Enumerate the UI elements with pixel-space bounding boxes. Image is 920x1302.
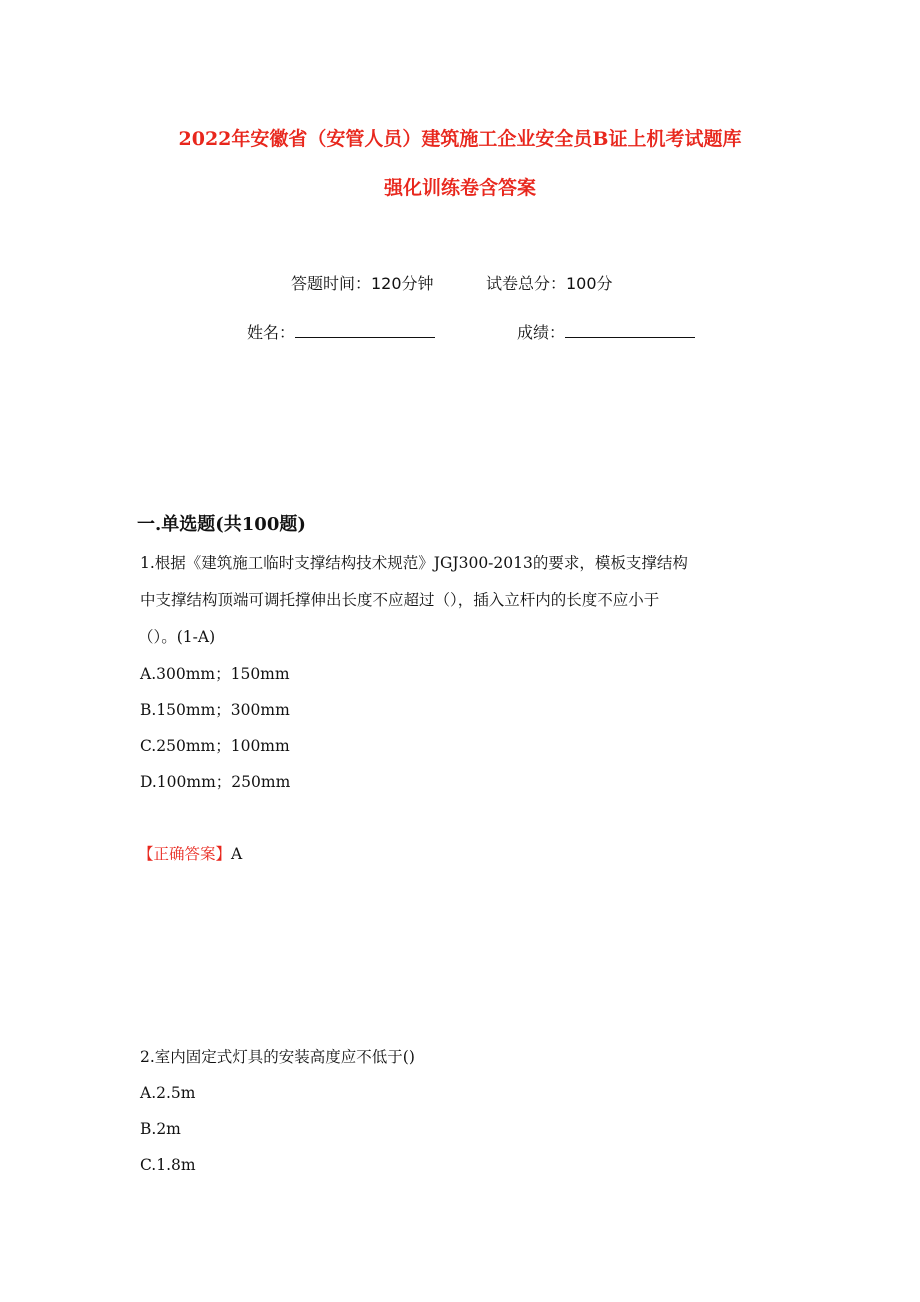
- question-1-line-3: （）。(1-A): [138, 628, 216, 646]
- answer-value: A: [231, 845, 243, 863]
- question-1-line-1: 1.根据《建筑施工临时支撑结构技术规范》JGJ300-2013的要求，模板支撑结构: [140, 554, 688, 572]
- question-1-answer: [138, 842, 242, 864]
- question-1-option-a: A.300mm；150mm: [140, 665, 290, 683]
- question-2-option-b: B.2m: [140, 1120, 181, 1138]
- question-2-option-c: C.1.8m: [140, 1156, 196, 1174]
- name-field: [247, 320, 435, 343]
- score-field: [517, 320, 695, 343]
- question-1-line-2: 中支撑结构顶端可调托撑伸出长度不应超过（），插入立杆内的长度不应小于: [140, 591, 660, 609]
- question-1-option-d: D.100mm；250mm: [140, 773, 291, 791]
- section-heading: 一.单选题(共100题): [137, 514, 306, 535]
- name-blank: [295, 321, 435, 338]
- name-label: 姓名：: [247, 323, 296, 342]
- exam-total-score: 试卷总分：100分: [486, 274, 613, 293]
- score-blank: [565, 321, 695, 338]
- exam-title-line-2: 强化训练卷含答案: [383, 177, 536, 199]
- question-2-option-a: A.2.5m: [140, 1084, 196, 1102]
- question-1-option-b: B.150mm；300mm: [140, 701, 290, 719]
- exam-time: 答题时间：120分钟: [291, 274, 434, 293]
- question-1-option-c: C.250mm；100mm: [140, 737, 290, 755]
- question-2-line-1: 2.室内固定式灯具的安装高度应不低于(): [140, 1048, 415, 1066]
- score-label: 成绩：: [517, 323, 566, 342]
- answer-label: 【正确答案】: [138, 845, 232, 863]
- exam-title-line-1: 2022年安徽省（安管人员）建筑施工企业安全员B证上机考试题库: [178, 128, 742, 150]
